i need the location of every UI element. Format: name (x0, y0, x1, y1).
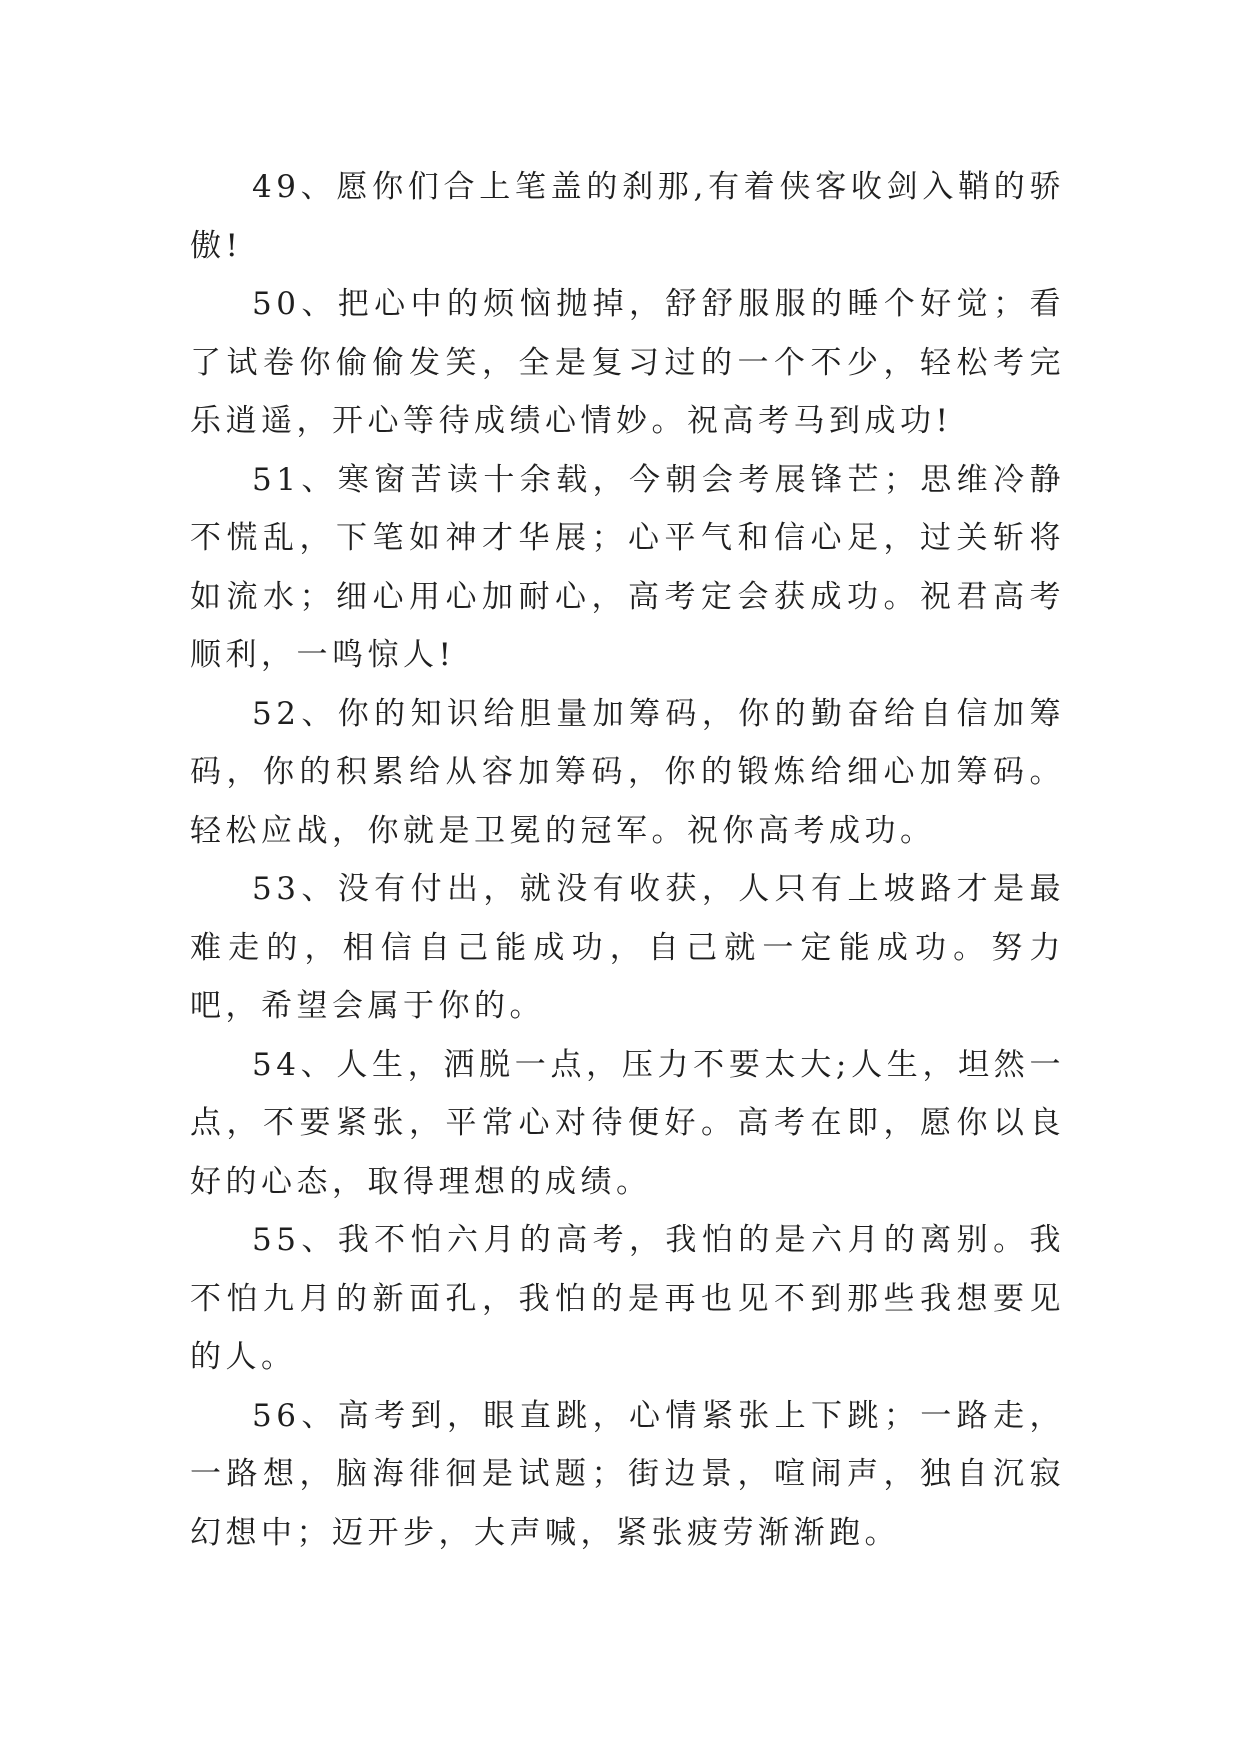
paragraph-53: 53、没有付出，就没有收获，人只有上坡路才是最难走的，相信自己能成功，自己就一定能成功。努力吧，希望会属于你的。 (190, 871, 1065, 1024)
paragraph-54: 54、人生，洒脱一点，压力不要太大;人生，坦然一点，不要紧张，平常心对待便好。高考在即，愿你以良好的心态，取得理想的成绩。 (190, 1046, 1065, 1200)
paragraph-55: 55、我不怕六月的高考，我怕的是六月的离别。我不怕九月的新面孔，我怕的是再也见不到那些我想要见的人。 (190, 1222, 1065, 1375)
document-body (190, 158, 1065, 1562)
paragraph-49: 49、愿你们合上笔盖的刹那,有着侠客收剑入鞘的骄傲! (190, 169, 1065, 264)
paragraph-56: 56、高考到，眼直跳，心情紧张上下跳；一路走，一路想，脑海徘徊是试题；街边景，喧闹声，独自沉寂幻想中；迈开步，大声喊，紧张疲劳渐渐跑。 (190, 1397, 1065, 1551)
paragraph-52: 52、你的知识给胆量加筹码，你的勤奋给自信加筹码，你的积累给从容加筹码，你的锻炼给细心加筹码。轻松应战，你就是卫冕的冠军。祝你高考成功。 (190, 695, 1065, 849)
paragraph-51: 51、寒窗苦读十余载，今朝会考展锋芒；思维冷静不慌乱，下笔如神才华展；心平气和信心足，过关斩将如流水；细心用心加耐心，高考定会获成功。祝君高考顺利，一鸣惊人! (190, 461, 1065, 673)
paragraph-50: 50、把心中的烦恼抛掉，舒舒服服的睡个好觉；看了试卷你偷偷发笑，全是复习过的一个不少，轻松考完乐逍遥，开心等待成绩心情妙。祝高考马到成功! (190, 286, 1065, 439)
